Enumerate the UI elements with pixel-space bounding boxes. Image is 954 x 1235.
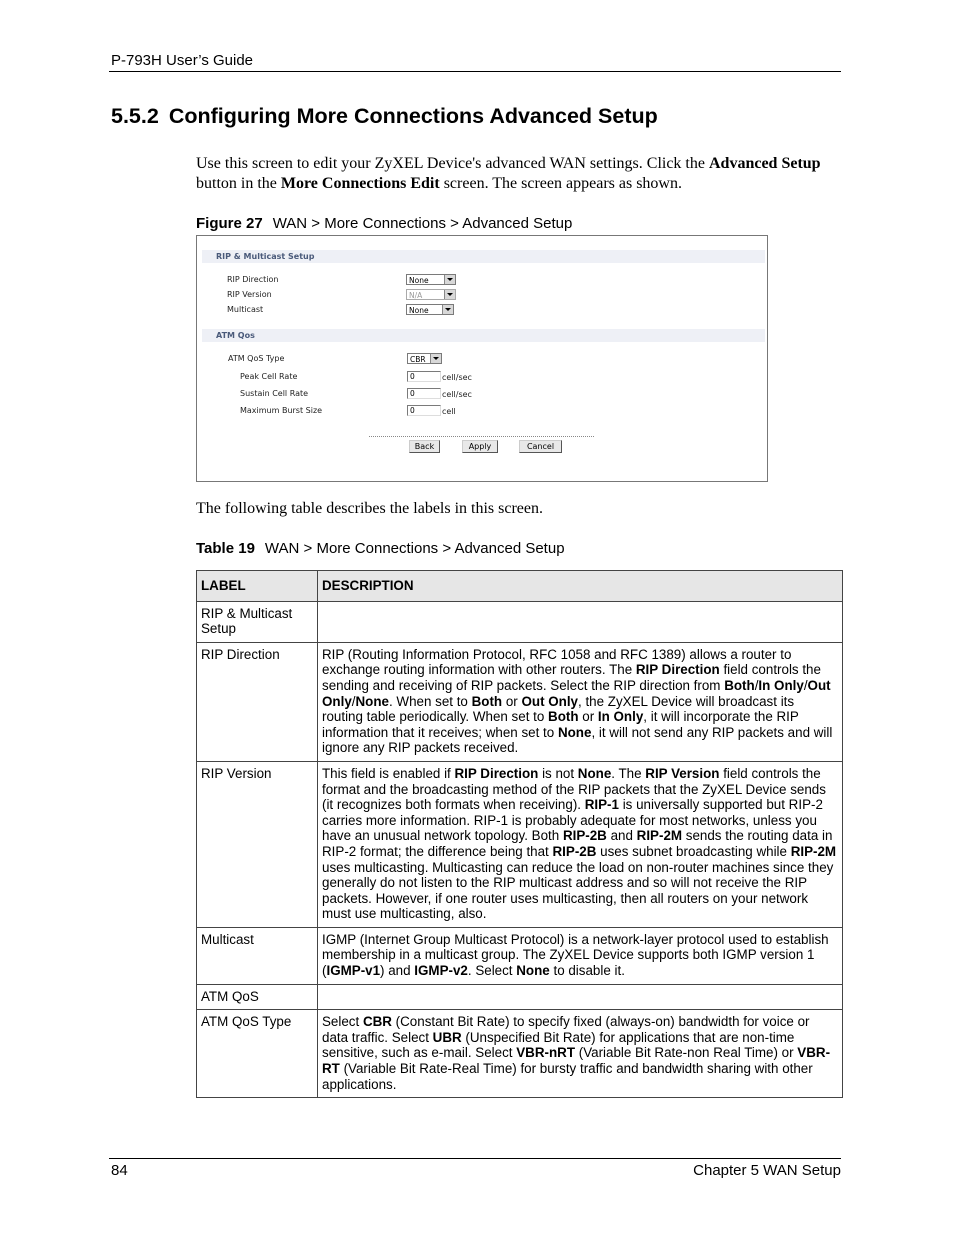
chevron-down-icon — [442, 305, 453, 314]
description-bold-term: Out Only — [322, 677, 831, 709]
description-text: ) and — [380, 963, 415, 979]
description-bold-term: Both — [548, 709, 579, 725]
section-number: 5.5.2 — [111, 104, 159, 128]
description-bold-term: Both — [471, 693, 503, 709]
rip-direction-value: None — [409, 276, 429, 285]
description-text: (Unspecified Bit Rate) for applications that are non-time sensitive, such as e-mail. Select — [322, 1029, 795, 1061]
description-bold-term: RIP-1 — [584, 797, 619, 813]
rip-direction-label: RIP Direction — [227, 275, 279, 284]
description-bold-term: None — [577, 765, 612, 781]
table-row — [197, 927, 843, 984]
row-description — [318, 927, 843, 984]
table-caption-text: WAN > More Connections > Advanced Setup — [264, 540, 565, 557]
table-intro: The following table describes the labels in this screen. — [196, 500, 544, 517]
description-text: . Select — [467, 963, 517, 979]
header-description: DESCRIPTION — [318, 571, 843, 602]
back-button[interactable]: Back — [409, 440, 440, 453]
description-bold-term: Out Only — [521, 693, 579, 709]
atm-qos-section-bar: ATM Qos — [202, 329, 765, 342]
multicast-label: Multicast — [227, 305, 264, 314]
description-bold-term: VBR-RT — [322, 1045, 831, 1077]
description-bold-term: VBR-nRT — [516, 1045, 576, 1061]
row-description — [318, 984, 843, 1010]
row-description — [318, 761, 843, 927]
atm-qos-type-label: ATM QoS Type — [228, 354, 285, 363]
description-text: / — [803, 677, 808, 693]
intro-text: Use this screen to edit your ZyXEL Device's advanced WAN settings. Click the — [196, 155, 709, 172]
description-text: uses subnet broadcasting while — [596, 843, 791, 859]
rip-version-select[interactable] — [406, 289, 456, 300]
multicast-select[interactable] — [406, 304, 454, 315]
description-bold-term: None — [516, 963, 550, 979]
description-text: , the ZyXEL Device will broadcast its routing table periodically. When set to — [322, 693, 795, 725]
button-divider — [369, 436, 594, 437]
row-label: RIP & Multicast Setup — [197, 601, 318, 642]
description-text: sends the routing data in RIP-2 format; the difference being that — [322, 828, 833, 859]
description-text: or — [502, 693, 522, 709]
description-bold-term: In Only — [597, 709, 644, 725]
peak-cell-rate-label: Peak Cell Rate — [240, 372, 298, 381]
rip-version-label: RIP Version — [227, 290, 272, 299]
sustain-cell-rate-input[interactable]: 0 — [407, 388, 441, 399]
description-bold-term: RIP Direction — [635, 662, 720, 678]
description-text: field controls the sending and receiving of RIP packets. Select the RIP direction from — [322, 662, 821, 693]
footer-rule — [109, 1158, 841, 1159]
sustain-cell-rate-label: Sustain Cell Rate — [240, 389, 309, 398]
chevron-down-icon — [444, 290, 455, 299]
description-table — [196, 570, 843, 1098]
row-label: Multicast — [197, 927, 318, 984]
description-bold-term: CBR — [362, 1014, 392, 1030]
description-text: (Variable Bit Rate-non Real Time) or — [575, 1045, 798, 1061]
table-caption — [196, 540, 565, 557]
description-bold-term: None — [355, 693, 389, 709]
description-bold-term: RIP Direction — [454, 765, 539, 781]
apply-button[interactable]: Apply — [462, 440, 498, 453]
cancel-button[interactable]: Cancel — [519, 440, 562, 453]
description-bold-term: Both — [724, 677, 755, 693]
figure-caption — [196, 215, 572, 232]
table-row — [197, 984, 843, 1010]
description-text: / — [351, 693, 356, 709]
row-label: ATM QoS — [197, 984, 318, 1010]
description-text: , it will not send any RIP packets and will ignore any RIP packets received. — [322, 724, 833, 756]
row-label: RIP Direction — [197, 642, 318, 761]
header-rule — [109, 71, 841, 72]
description-text: uses multicasting. Multicasting can reduce the load on non-router machines since they generally do not listen to the RIP multicast address and so will not receive the RIP packets. However, if one router uses multicasting, then all routers on your network must use multicasting, also. — [322, 859, 834, 922]
row-label: RIP Version — [197, 761, 318, 927]
row-description — [318, 1010, 843, 1098]
intro-text: button in the — [196, 175, 281, 192]
description-text: (Variable Bit Rate-Real Time) for bursty traffic and bandwidth sharing with other applications. — [322, 1061, 813, 1092]
description-text: or — [578, 709, 598, 725]
description-bold-term: UBR — [432, 1029, 462, 1045]
rip-multicast-section-bar: RIP & Multicast Setup — [202, 250, 765, 263]
figure-label: Figure 27 — [196, 215, 263, 232]
description-text: (Constant Bit Rate) to specify fixed (always-on) bandwidth for voice or data traffic. Select — [322, 1014, 810, 1045]
description-text: is not — [538, 765, 578, 781]
description-text: is universally supported but RIP-2 carries more information. RIP-1 is probably adequate for most networks, unless you have an unusual network topology. Both — [322, 797, 823, 844]
multicast-value: None — [409, 306, 429, 315]
header-label: LABEL — [197, 571, 318, 602]
row-description — [318, 642, 843, 761]
row-description — [318, 601, 843, 642]
screenshot-figure — [196, 235, 768, 482]
intro-bold-more-connections-edit: More Connections Edit — [280, 175, 440, 192]
figure-caption-text: WAN > More Connections > Advanced Setup — [272, 215, 573, 232]
description-bold-term: None — [557, 724, 592, 740]
rip-direction-select[interactable] — [406, 274, 456, 285]
description-bold-term: RIP-2B — [552, 843, 597, 859]
description-text: . When set to — [388, 693, 472, 709]
maximum-burst-size-label: Maximum Burst Size — [240, 406, 323, 415]
section-heading — [111, 104, 658, 129]
chevron-down-icon — [430, 354, 441, 363]
page-number: 84 — [111, 1162, 128, 1179]
table-row — [197, 642, 843, 761]
peak-cell-rate-input[interactable]: 0 — [407, 371, 441, 382]
table-header-row — [197, 571, 843, 602]
chapter-title: Chapter 5 WAN Setup — [693, 1162, 841, 1179]
sustain-cell-rate-unit: cell/sec — [442, 390, 472, 399]
description-text: This field is enabled if — [322, 765, 455, 781]
description-text: / — [754, 677, 759, 693]
description-bold-term: RIP-2M — [636, 828, 683, 844]
description-text: field controls the format and the broadcasting method of the RIP packets that the ZyXEL Device sends (it recognizes both formats when receiving). — [322, 765, 826, 813]
description-bold-term: IGMP-v2 — [414, 963, 468, 979]
description-text: and — [606, 828, 637, 844]
peak-cell-rate-unit: cell/sec — [442, 373, 472, 382]
description-text: . The — [611, 765, 646, 781]
description-text: RIP (Routing Information Protocol, RFC 1058 and RFC 1389) allows a router to exchange routing information with other routers. The — [322, 646, 792, 678]
maximum-burst-size-input[interactable]: 0 — [407, 405, 441, 416]
atm-qos-type-select[interactable] — [407, 353, 442, 364]
description-bold-term: RIP-2M — [790, 843, 837, 859]
table-row — [197, 601, 843, 642]
intro-bold-advanced-setup: Advanced Setup — [708, 155, 821, 172]
table-row — [197, 761, 843, 927]
description-text: to disable it. — [549, 963, 625, 979]
intro-text: screen. The screen appears as shown. — [439, 175, 682, 192]
description-bold-term: IGMP-v1 — [326, 963, 381, 979]
running-header: P-793H User’s Guide — [111, 52, 254, 69]
table-label: Table 19 — [196, 540, 255, 557]
intro-paragraph — [196, 154, 836, 194]
description-text: IGMP (Internet Group Multicast Protocol) is a network-layer protocol used to establish membership in a multicast group. The ZyXEL Device supports both IGMP version 1 ( — [322, 931, 829, 979]
description-text: Select — [322, 1014, 363, 1030]
table-row — [197, 1010, 843, 1098]
maximum-burst-size-unit: cell — [442, 407, 456, 416]
description-bold-term: In Only — [758, 677, 804, 693]
chevron-down-icon — [444, 275, 455, 284]
table-body — [197, 601, 843, 1098]
description-bold-term: RIP-2B — [562, 828, 607, 844]
section-title: Configuring More Connections Advanced Setup — [168, 104, 658, 128]
rip-version-value: N/A — [409, 291, 423, 300]
description-bold-term: RIP Version — [645, 765, 720, 781]
row-label: ATM QoS Type — [197, 1010, 318, 1098]
atm-qos-type-value: CBR — [410, 355, 426, 364]
description-text: , it will incorporate the RIP information that it receives; when set to — [322, 709, 799, 740]
